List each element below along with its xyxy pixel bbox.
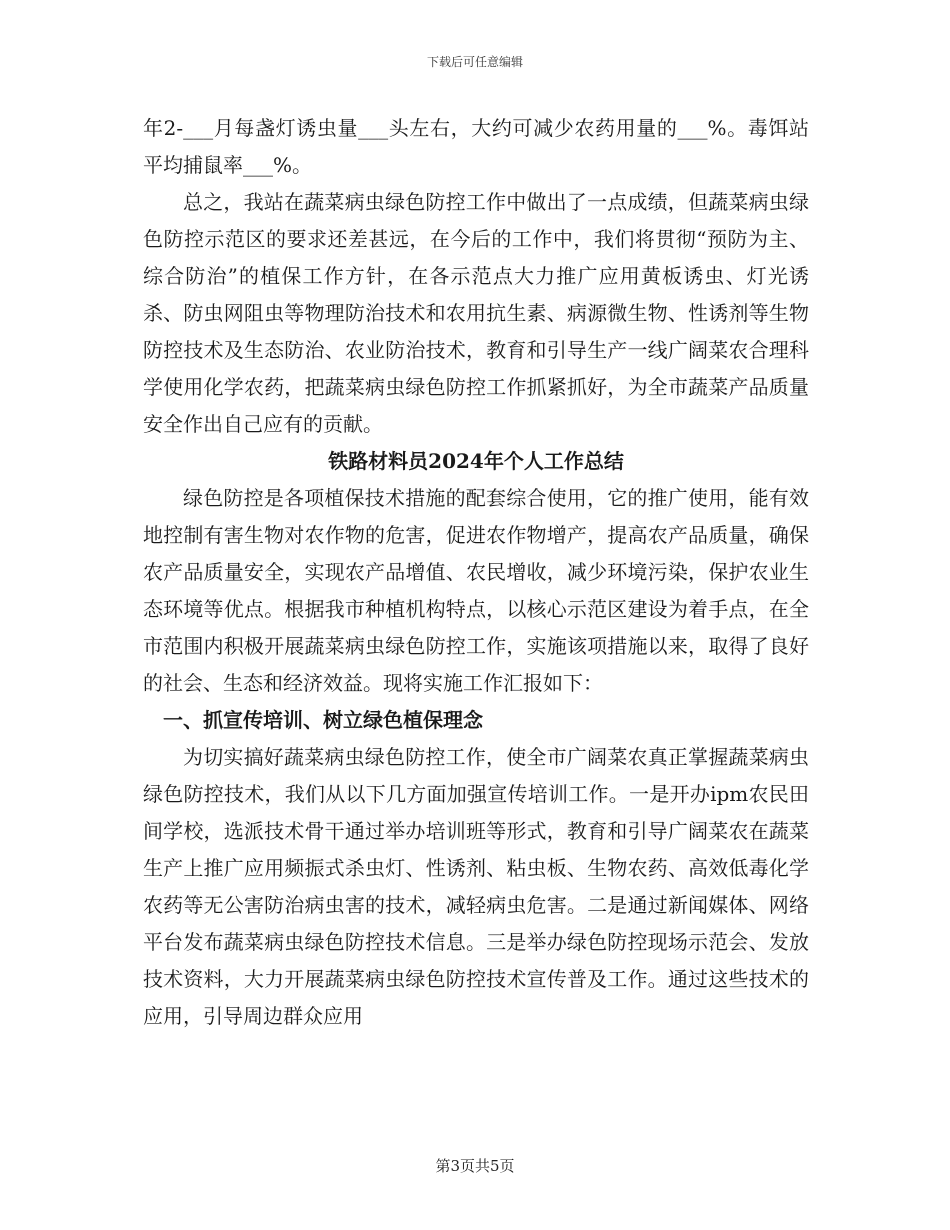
document-title: 铁路材料员2024年个人工作总结 <box>328 449 624 473</box>
page-number: 第3页共5页 <box>435 1157 515 1175</box>
paragraph-section-1: 为切实搞好蔬菜病虫绿色防控工作，使全市广阔菜农真正掌握蔬菜病虫绿色防控技术，我们从以下几方面加强宣传培训工作。一是开办ipm农民田间学校，选派技术骨干通过举办培训班等形式，教育和引导广阔菜农在蔬菜生产上推广应用频振式杀虫灯、性诱剂、粘虫板、生物农药、高效低毒化学农药等无公害防治病虫害的技术，减轻病虫危害。二是通过新闻媒体、网络平台发布蔬菜病虫绿色防控技术信息。三是举办绿色防控现场示范会、发放技术资料，大力开展蔬菜病虫绿色防控技术宣传普及工作。通过这些技术的应用，引导周边群众应用 <box>143 745 809 1028</box>
page-header-note: 下载后可任意编辑 <box>426 55 523 69</box>
paragraph-continuation: 年2-___月每盏灯诱虫量___头左右，大约可减少农药用量的___%。毒饵站平均捕鼠率___%。 <box>143 116 809 177</box>
section-heading-1: 一、抓宣传培训、树立绿色植保理念 <box>163 708 483 732</box>
paragraph-intro: 绿色防控是各项植保技术措施的配套综合使用，它的推广使用，能有效地控制有害生物对农作物的危害，促进农作物增产，提高农产品质量，确保农产品质量安全，实现农产品增值、农民增收，减少环境污染，保护农业生态环境等优点。根据我市种植机构特点，以核心示范区建设为着手点，在全市范围内积极开展蔬菜病虫绿色防控工作，实施该项措施以来，取得了良好的社会、生态和经济效益。现将实施工作汇报如下： <box>143 486 809 695</box>
document-body <box>143 110 809 1035</box>
paragraph-summary: 总之，我站在蔬菜病虫绿色防控工作中做出了一点成绩，但蔬菜病虫绿色防控示范区的要求还差甚远，在今后的工作中，我们将贯彻“预防为主、综合防治”的植保工作方针，在各示范点大力推广应用黄板诱虫、灯光诱杀、防虫网阻虫等物理防治技术和农用抗生素、病源微生物、性诱剂等生物防控技术及生态防治、农业防治技术，教育和引导生产一线广阔菜农合理科学使用化学农药，把蔬菜病虫绿色防控工作抓紧抓好，为全市蔬菜产品质量安全作出自己应有的贡献。 <box>143 190 809 436</box>
